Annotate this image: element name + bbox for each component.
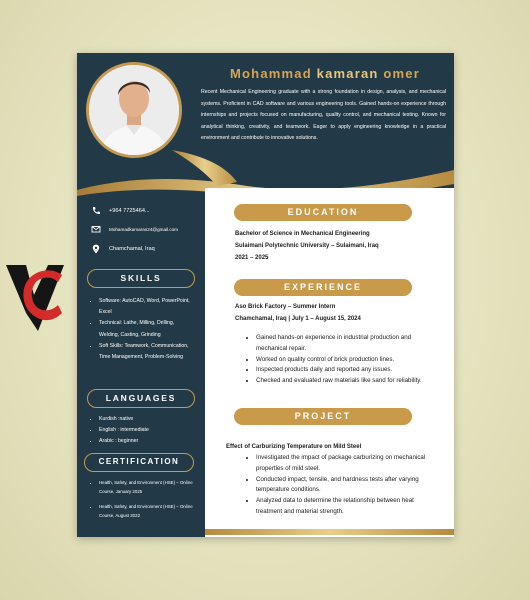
- profile-summary: Recent Mechanical Engineering graduate with a strong foundation in design, analysis, and mechanical systems. Proficient in CAD software and various engineering tools. Gained hands-on experience through internships and projects focused on manufacturing, quality control, and mechanical testing. Known for analytical thinking, creativity, and teamwork. Eager to apply engineering knowledge in a practical environment and contribute to innovative solutions.: [201, 89, 446, 142]
- name-middle: kamaran: [316, 66, 379, 81]
- certification-list: [87, 478, 195, 520]
- education-heading: EDUCATION: [234, 204, 412, 221]
- education-years: 2021 – 2025: [235, 255, 269, 261]
- name-last: omer: [383, 66, 420, 81]
- email-address: Mohamadkamaran24@gmail.com: [109, 226, 179, 232]
- experience-list: [244, 333, 433, 387]
- contact-email[interactable]: [91, 224, 178, 234]
- experience-item: • Inspected products daily and reported any issues.: [256, 365, 433, 376]
- resume-page: [77, 53, 454, 537]
- name-first: Mohammad: [230, 66, 312, 81]
- certification-item: • Health, Safety, and Environment (HSE) – Online Course, January 2025: [99, 478, 195, 496]
- project-item: • Investigated the impact of package carburizing on mechanical properties of mild steel.: [256, 453, 434, 475]
- language-item: • Arabic : beginner: [99, 436, 199, 447]
- education-school: Sulaimani Polytechnic University – Sulaimani, Iraq: [235, 243, 379, 249]
- phone-number: +964 7725464...: [109, 208, 150, 214]
- phone-icon: [91, 206, 101, 216]
- experience-heading: EXPERIENCE: [234, 279, 412, 296]
- project-heading: PROJECT: [234, 408, 412, 425]
- skill-item: • Software: AutoCAD, Word, PowerPoint, Excel: [99, 296, 195, 318]
- experience-header: [235, 301, 445, 325]
- contact-location: [91, 244, 155, 254]
- certification-item: • Health, Safety, and Environment (HSE) – Online Course, August 2022: [99, 502, 195, 520]
- experience-item: • Worked on quality control of brick production lines.: [256, 355, 433, 366]
- experience-item: • Gained hands-on experience in industrial production and mechanical repair.: [256, 333, 433, 355]
- envelope-icon: [91, 224, 101, 234]
- language-item: • English : intermediate: [99, 425, 199, 436]
- education-details: [235, 228, 435, 264]
- location-text: Chamchamal, Iraq: [109, 246, 155, 252]
- skills-heading: SKILLS: [87, 269, 195, 288]
- education-degree: Bachelor of Science in Mechanical Engineering: [235, 231, 370, 237]
- certification-heading: CERTIFICATION: [84, 453, 194, 472]
- skill-item: • Soft Skills: Teamwork, Communication, Time Management, Problem-Solving: [99, 341, 195, 363]
- contact-phone[interactable]: [91, 206, 150, 216]
- full-name: [205, 66, 445, 81]
- vc-monogram-logo: [4, 255, 66, 335]
- skill-item: • Technical: Lathe, Milling, Drilling, Welding, Casting, Grinding: [99, 318, 195, 340]
- project-item: • Conducted impact, tensile, and hardness tests after varying temperature conditions.: [256, 475, 434, 497]
- project-name: Effect of Carburizing Temperature on Mild Steel: [226, 444, 362, 450]
- experience-company: Aso Brick Factory – Summer Intern: [235, 304, 336, 310]
- location-pin-icon: [91, 244, 101, 254]
- project-list: [244, 453, 434, 518]
- experience-item: • Checked and evaluated raw materials like sand for reliability.: [256, 376, 433, 387]
- project-item: • Analyzed data to determine the relationship between heat treatment and material strength.: [256, 496, 434, 518]
- languages-heading: LANGUAGES: [87, 389, 195, 408]
- skills-list: [87, 296, 195, 363]
- profile-photo: [86, 62, 182, 158]
- language-item: • Kurdish :native: [99, 414, 199, 425]
- languages-list: [87, 414, 199, 448]
- experience-place-date: Chamchamal, Iraq | July 1 – August 15, 2024: [235, 316, 361, 322]
- bottom-gold-bar: [205, 529, 454, 535]
